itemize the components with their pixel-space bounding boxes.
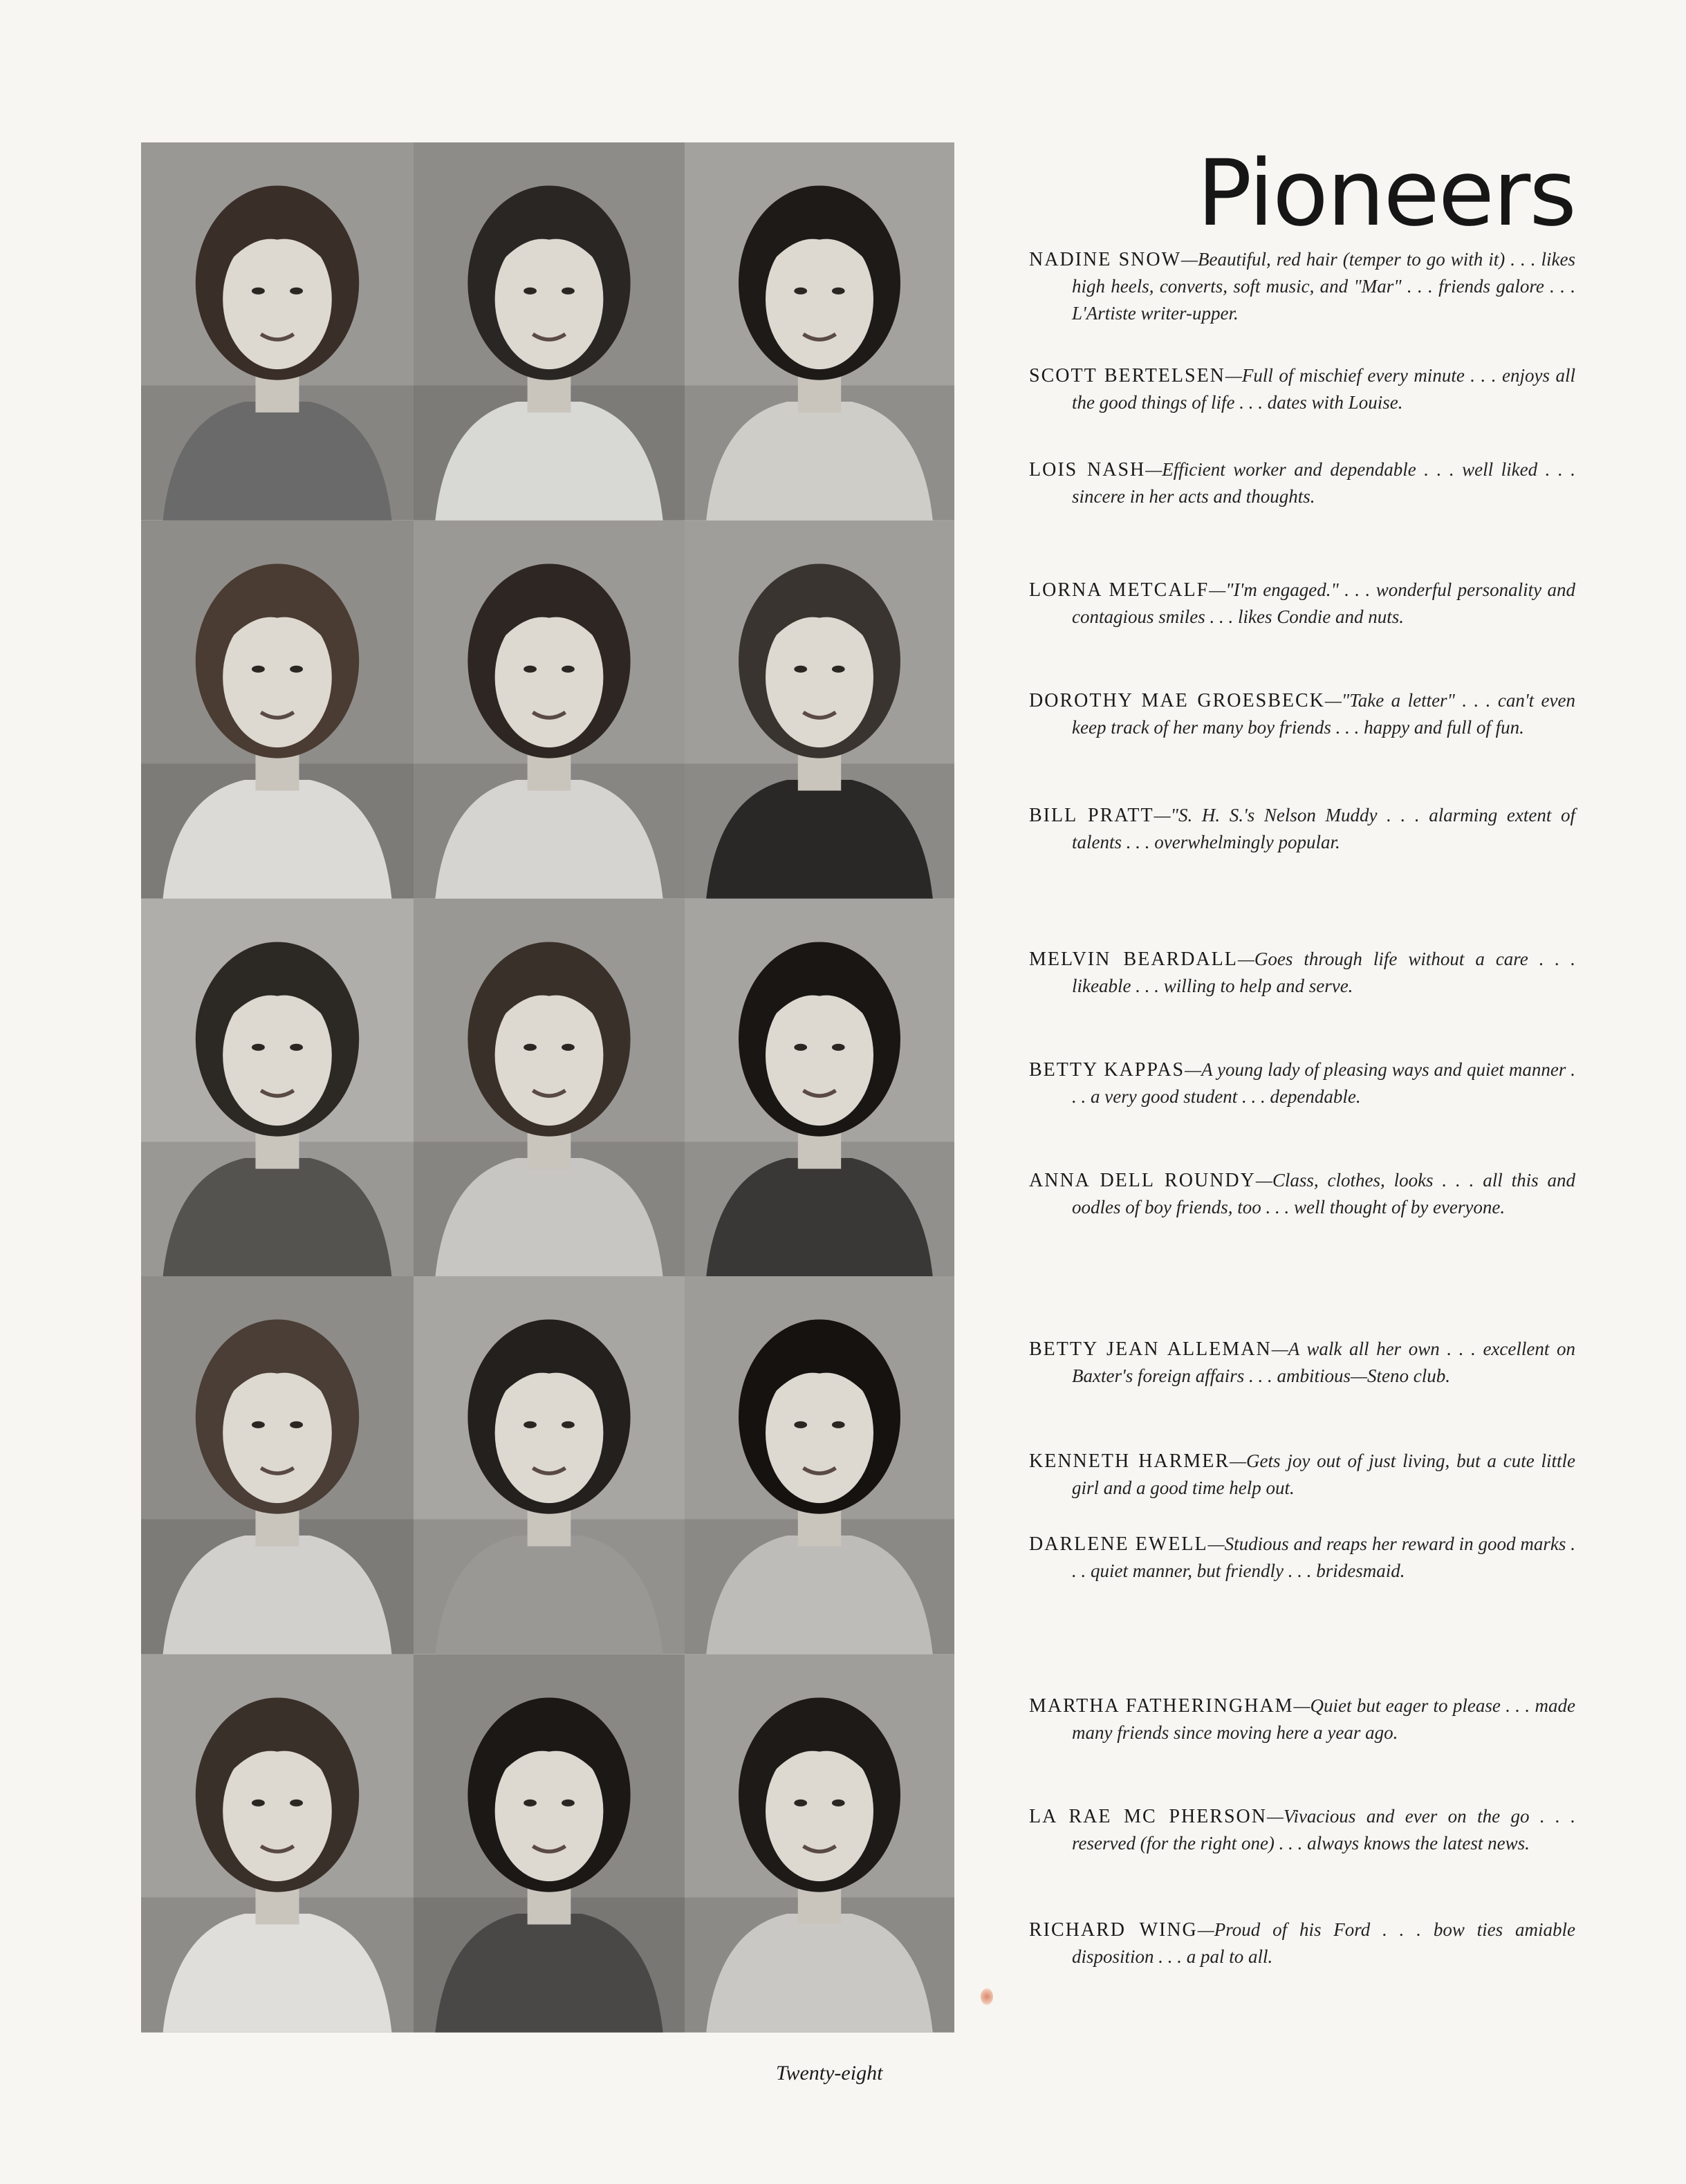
- bio-entry: [1029, 577, 1575, 631]
- bio-description: —Beautiful, red hair (temper to go with it) . . . likes high heels, converts, soft music, and "Mar" . . . friends galore . . . L'Artiste writer-upper.: [1072, 249, 1575, 324]
- bio-name: BETTY JEAN ALLEMAN: [1029, 1338, 1272, 1360]
- bio-name: MELVIN BEARDALL: [1029, 949, 1238, 970]
- portrait-eye: [832, 666, 845, 673]
- bio-name: DARLENE EWELL: [1029, 1533, 1208, 1555]
- bio-entry: [1029, 1916, 1575, 1970]
- portrait-eye: [794, 1043, 807, 1050]
- bio-entry: [1029, 1692, 1575, 1746]
- bio-description: —A walk all her own . . . excellent on Baxter's foreign affairs . . . ambitious—Steno club.: [1072, 1338, 1575, 1386]
- bio-name: KENNETH HARMER: [1029, 1450, 1230, 1472]
- bio-description: —Quiet but eager to please . . . made many friends since moving here a year ago.: [1072, 1695, 1575, 1743]
- bio-description: —Gets joy out of just living, but a cute little girl and a good time help out.: [1072, 1450, 1575, 1498]
- bio-description: —Vivacious and ever on the go . . . reserved (for the right one) . . . always knows the latest news.: [1072, 1806, 1575, 1854]
- portrait-lorna-metcalf: [141, 521, 414, 899]
- portrait-la-rae-mcpherson: [414, 1654, 685, 2033]
- portrait-lois-nash: [685, 142, 954, 521]
- portrait-eye: [524, 666, 537, 673]
- page-title: Pioneers: [1196, 140, 1575, 247]
- portrait-eye: [524, 1043, 537, 1050]
- bio-entry: [1029, 362, 1575, 416]
- bio-entry: [1029, 946, 1575, 1000]
- portrait-kenneth-harmer: [414, 1276, 685, 1654]
- bio-description: —Goes through life without a care . . . likeable . . . willing to help and serve.: [1072, 949, 1576, 996]
- portrait-eye: [290, 288, 303, 295]
- portrait-anna-dell-roundy: [685, 899, 954, 1277]
- ink-stain: [981, 1988, 993, 2005]
- bio-name: LOIS NASH: [1029, 459, 1146, 480]
- bio-name: RICHARD WING: [1029, 1919, 1198, 1941]
- portrait-eye: [794, 1421, 807, 1428]
- portrait-eye: [524, 1800, 537, 1807]
- portrait-eye: [290, 1421, 303, 1428]
- bio-entry: [1029, 687, 1575, 741]
- portrait-richard-wing: [685, 1654, 954, 2033]
- bio-entry: [1029, 1336, 1575, 1390]
- portrait-eye: [290, 1043, 303, 1050]
- bio-name: BILL PRATT: [1029, 805, 1154, 826]
- portrait-eye: [832, 1043, 845, 1050]
- portrait-martha-fatheringham: [141, 1654, 414, 2033]
- portrait-melvin-beardall: [141, 899, 414, 1277]
- bio-entry: [1029, 246, 1575, 327]
- portrait-eye: [832, 288, 845, 295]
- bio-entry: [1029, 1803, 1575, 1857]
- bio-description: —"Take a letter" . . . can't even keep track of her many boy friends . . . happy and full of fun.: [1072, 690, 1575, 738]
- bio-name: LA RAE MC PHERSON: [1029, 1806, 1267, 1827]
- portrait-darlene-ewell: [685, 1276, 954, 1654]
- bio-description: —Proud of his Ford . . . bow ties amiable disposition . . . a pal to all.: [1072, 1919, 1575, 1967]
- portrait-eye: [290, 1800, 303, 1807]
- portrait-eye: [562, 1421, 575, 1428]
- portrait-eye: [290, 666, 303, 673]
- bio-description: —"S. H. S.'s Nelson Muddy . . . alarming extent of talents . . . overwhelmingly popular.: [1072, 805, 1575, 852]
- portrait-eye: [794, 666, 807, 673]
- bio-entry: [1029, 1167, 1575, 1221]
- bio-description: —"I'm engaged." . . . wonderful personality and contagious smiles . . . likes Condie and nuts.: [1072, 579, 1575, 627]
- portrait-eye: [562, 666, 575, 673]
- bio-name: MARTHA FATHERINGHAM: [1029, 1695, 1294, 1717]
- portrait-eye: [524, 1421, 537, 1428]
- bio-description: —A young lady of pleasing ways and quiet manner . . . a very good student . . . dependable.: [1072, 1059, 1575, 1107]
- bio-entry: [1029, 1531, 1575, 1585]
- bio-description: —Efficient worker and dependable . . . well liked . . . sincere in her acts and thoughts.: [1072, 459, 1575, 507]
- bio-description: —Full of mischief every minute . . . enjoys all the good things of life . . . dates with Louise.: [1072, 365, 1576, 413]
- bio-entry: [1029, 1448, 1575, 1502]
- portrait-betty-kappas: [414, 899, 685, 1277]
- portrait-eye: [562, 1800, 575, 1807]
- portrait-eye: [562, 1043, 575, 1050]
- page-number: Twenty-eight: [776, 2062, 883, 2084]
- portrait-scott-bertelsen: [414, 142, 685, 521]
- bio-entry: [1029, 802, 1575, 856]
- portrait-bill-pratt: [685, 521, 954, 899]
- portrait-eye: [794, 1800, 807, 1807]
- bio-entry: [1029, 456, 1575, 510]
- bio-name: DOROTHY MAE GROESBECK: [1029, 690, 1325, 711]
- bio-name: NADINE SNOW: [1029, 249, 1182, 270]
- bio-name: ANNA DELL ROUNDY: [1029, 1170, 1256, 1191]
- bio-name: BETTY KAPPAS: [1029, 1059, 1185, 1081]
- portrait-dorothy-mae-groesbeck: [414, 521, 685, 899]
- portrait-eye: [252, 666, 265, 673]
- bio-entry: [1029, 1056, 1575, 1110]
- bio-name: LORNA METCALF: [1029, 579, 1210, 601]
- portrait-eye: [832, 1800, 845, 1807]
- portrait-nadine-snow: [141, 142, 414, 521]
- portrait-betty-jean-alleman: [141, 1276, 414, 1654]
- portrait-eye: [832, 1421, 845, 1428]
- portrait-eye: [252, 1800, 265, 1807]
- bio-description: —Studious and reaps her reward in good marks . . . quiet manner, but friendly . . . bridesmaid.: [1072, 1533, 1575, 1581]
- portrait-eye: [252, 1043, 265, 1050]
- portrait-eye: [524, 288, 537, 295]
- portrait-eye: [794, 288, 807, 295]
- bio-description: —Class, clothes, looks . . . all this and oodles of boy friends, too . . . well thought of by everyone.: [1072, 1170, 1575, 1217]
- bio-name: SCOTT BERTELSEN: [1029, 365, 1225, 386]
- portrait-grid: [141, 142, 954, 2033]
- portrait-eye: [252, 1421, 265, 1428]
- portrait-eye: [252, 288, 265, 295]
- portrait-eye: [562, 288, 575, 295]
